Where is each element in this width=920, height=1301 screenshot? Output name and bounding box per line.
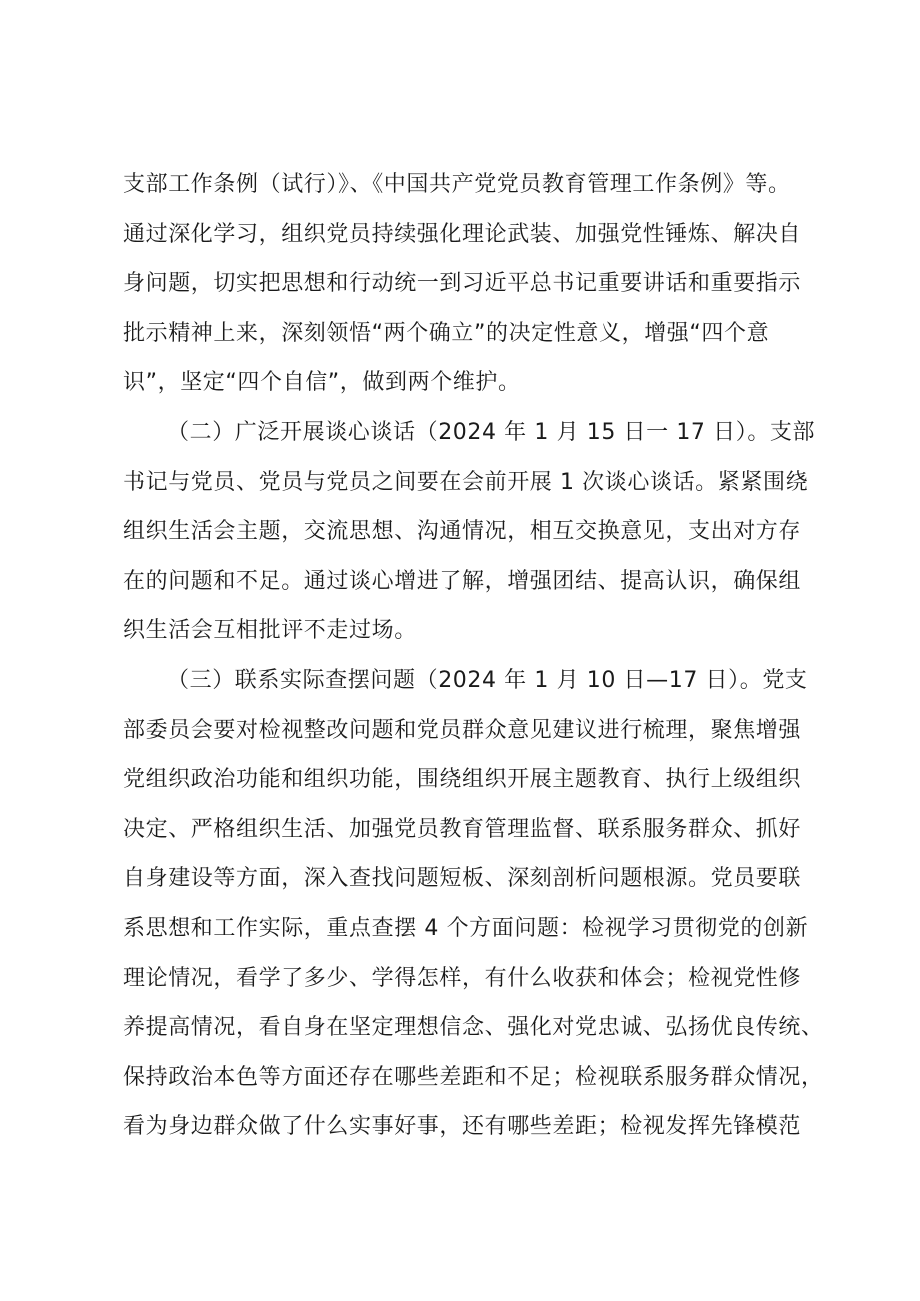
text-line: 身问题，切实把思想和行动统一到习近平总书记重要讲话和重要指示 <box>123 271 802 297</box>
text-line: 看为身边群众做了什么实事好事，还有哪些差距；检视发挥先锋模范 <box>123 1114 802 1140</box>
document-body <box>123 160 823 1152</box>
paragraph-first-line: （二）广泛开展谈心谈话（2024 年 1 月 15 日一 17 日）。支部 <box>167 419 816 445</box>
text-line: 通过深化学习，组织党员持续强化理论武装、加强党性锤炼、解决自 <box>123 221 802 247</box>
text-line: 书记与党员、党员与党员之间要在会前开展 1 次谈心谈话。紧紧围绕 <box>123 469 809 495</box>
text-line: 党组织政治功能和组织功能，围绕组织开展主题教育、执行上级组织 <box>123 767 802 793</box>
text-line: 支部工作条例（试行）》、《中国共产党党员教育管理工作条例》等。 <box>123 172 791 197</box>
text-line: 在的问题和不足。通过谈心增进了解，增强团结、提高认识，确保组 <box>123 568 802 594</box>
text-line: 养提高情况，看自身在坚定理想信念、强化对党忠诚、弘扬优良传统、 <box>123 1015 824 1041</box>
text-line: 组织生活会主题，交流思想、沟通情况，相互交换意见，支出对方存 <box>123 519 802 545</box>
paragraph-first-line: （三）联系实际查摆问题（2024 年 1 月 10 日—17 日）。党支 <box>167 667 808 693</box>
text-line: 织生活会互相批评不走过场。 <box>123 618 417 644</box>
text-line: 理论情况，看学了多少、学得怎样，有什么收获和体会；检视党性修 <box>123 965 802 991</box>
text-line: 系思想和工作实际，重点查摆 4 个方面问题：检视学习贯彻党的创新 <box>123 915 809 941</box>
text-line: 决定、严格组织生活、加强党员教育管理监督、联系服务群众、抓好 <box>123 816 802 842</box>
text-line: 识”，坚定“四个自信”，做到两个维护。 <box>123 370 521 396</box>
text-line: 部委员会要对检视整改问题和党员群众意见建议进行梳理，聚焦增强 <box>123 717 802 743</box>
text-line: 批示精神上来，深刻领悟“两个确立”的决定性意义，增强“四个意 <box>123 320 770 346</box>
text-line: 自身建设等方面，深入查找问题短板、深刻剖析问题根源。党员要联 <box>123 866 802 892</box>
text-line: 保持政治本色等方面还存在哪些差距和不足；检视联系服务群众情况， <box>123 1064 824 1090</box>
